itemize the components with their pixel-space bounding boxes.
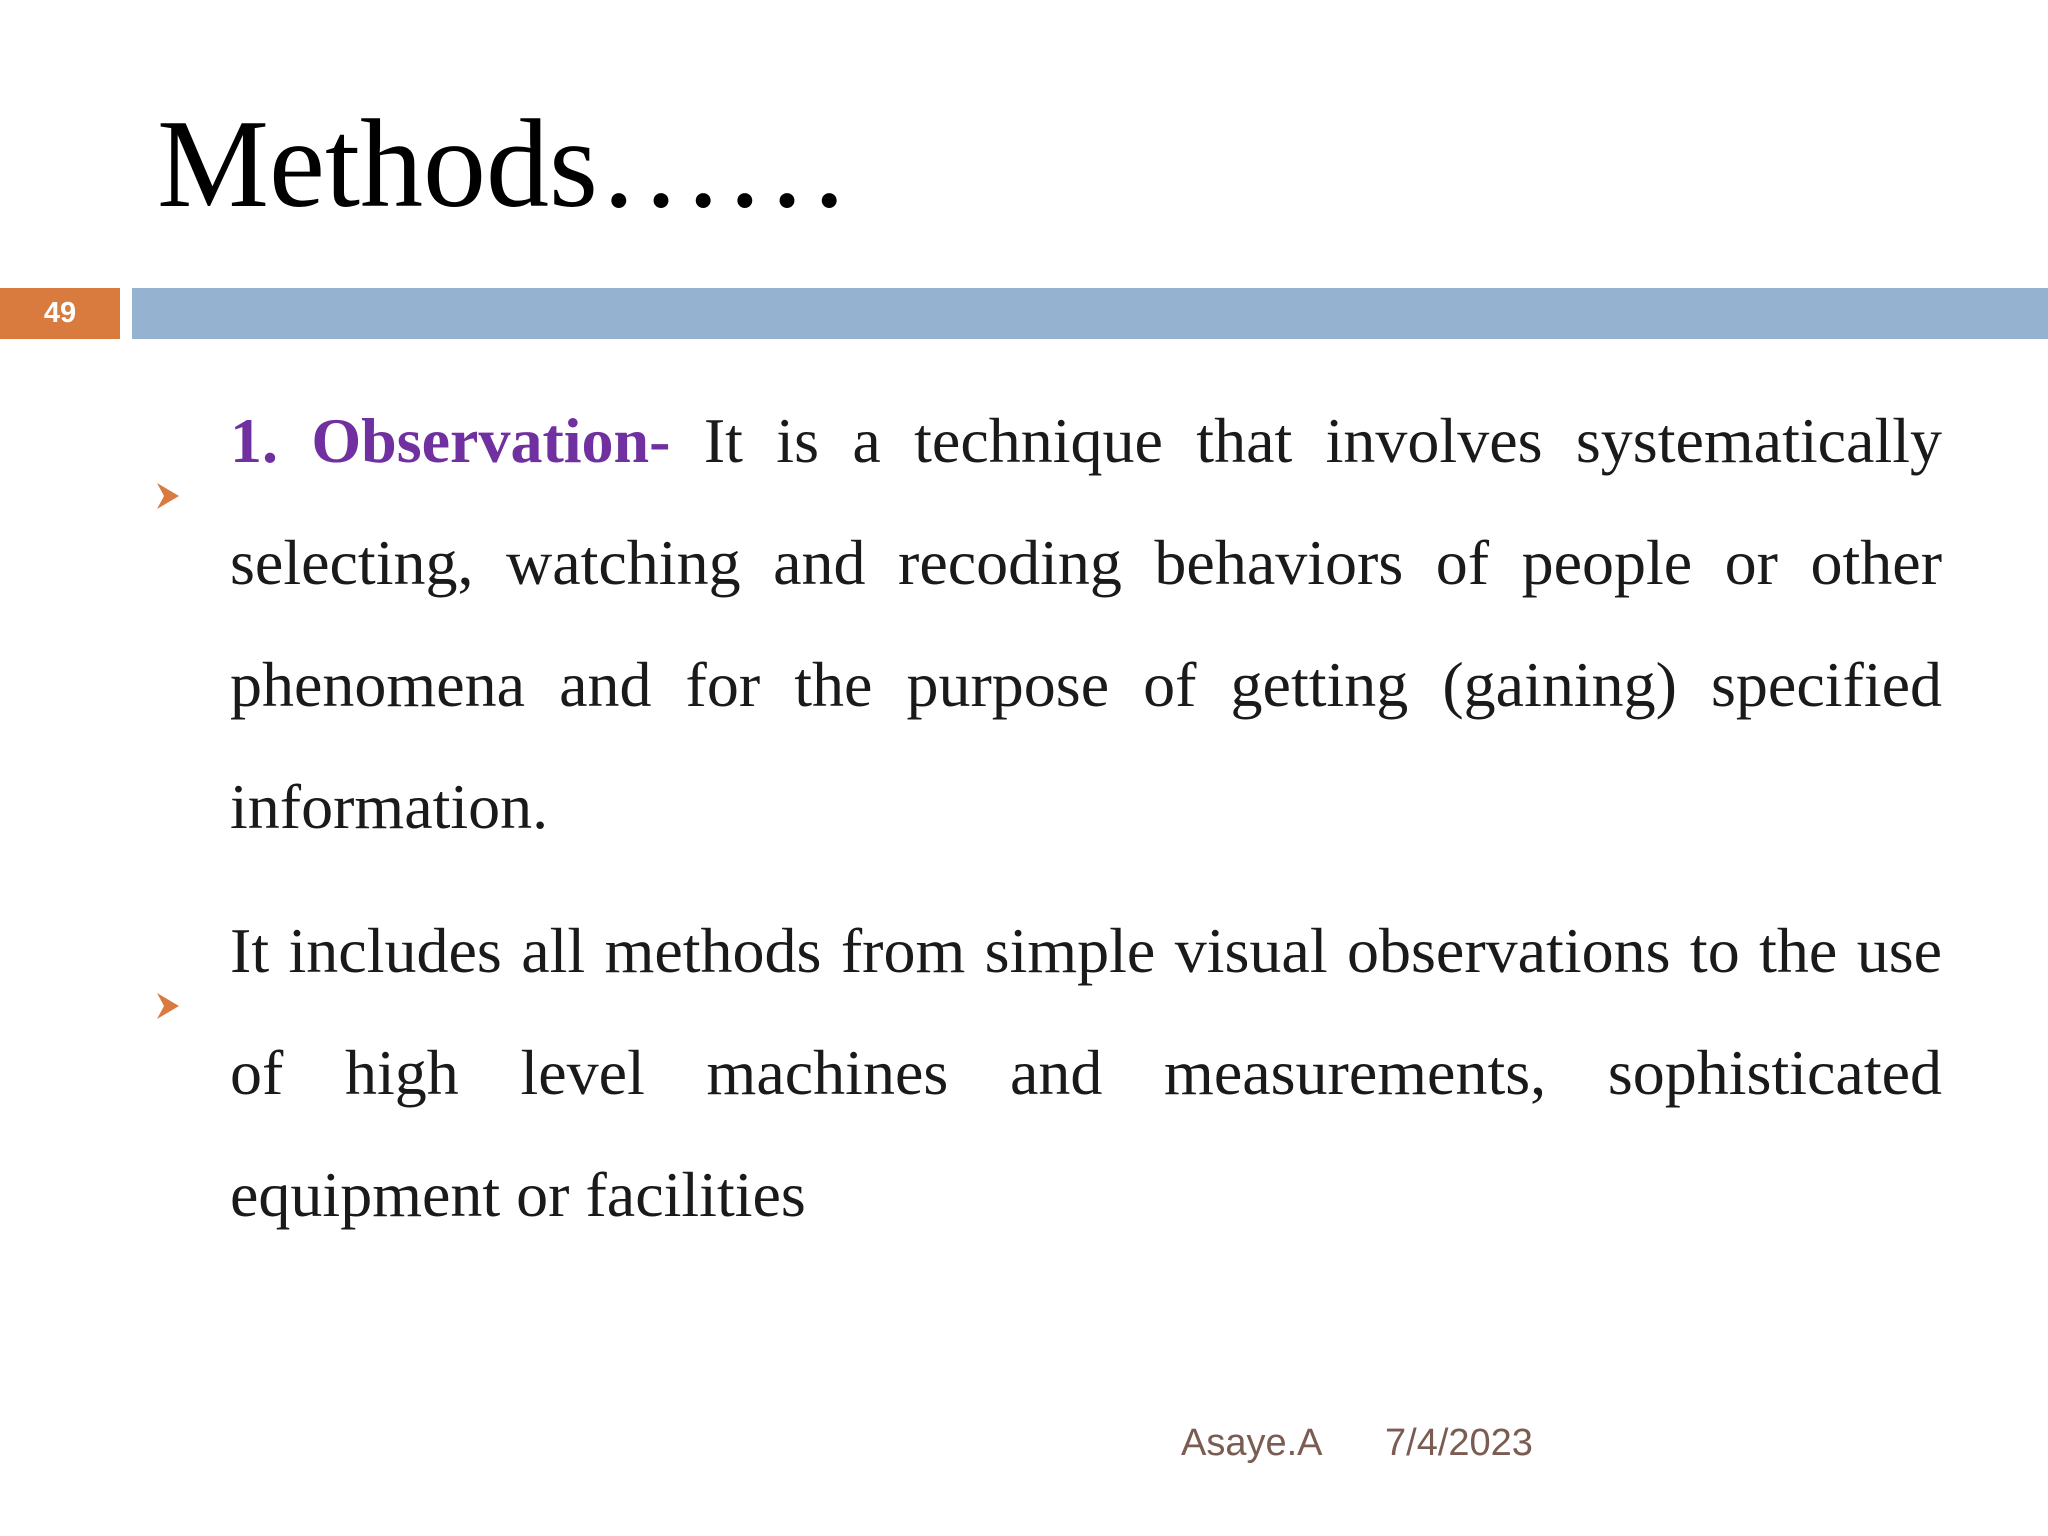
footer-date: 7/4/2023: [1385, 1422, 1533, 1464]
bullet-item: [157, 890, 1942, 1256]
bullet-heading: 1. Observation-: [230, 405, 671, 476]
bullet-text: It is a technique that involves systematically selecting, watching and recoding behaviors of people or other phenomena and for the purpose of getting (gaining) specified information.: [230, 405, 1943, 842]
arrowhead-bullet-icon: [157, 427, 179, 453]
bullet-item: [157, 380, 1942, 868]
bullet-text: It includes all methods from simple visual observations to the use of high level machines and measurements, sophisticated equipment or facilities: [230, 915, 1942, 1230]
slide-title: Methods……: [157, 95, 850, 234]
title-divider-bar: [132, 288, 2048, 339]
page-number-badge: 49: [0, 288, 120, 339]
bullet-list: [157, 380, 1942, 1278]
arrowhead-bullet-icon: [157, 937, 179, 963]
footer-author: Asaye.A: [1181, 1422, 1323, 1464]
